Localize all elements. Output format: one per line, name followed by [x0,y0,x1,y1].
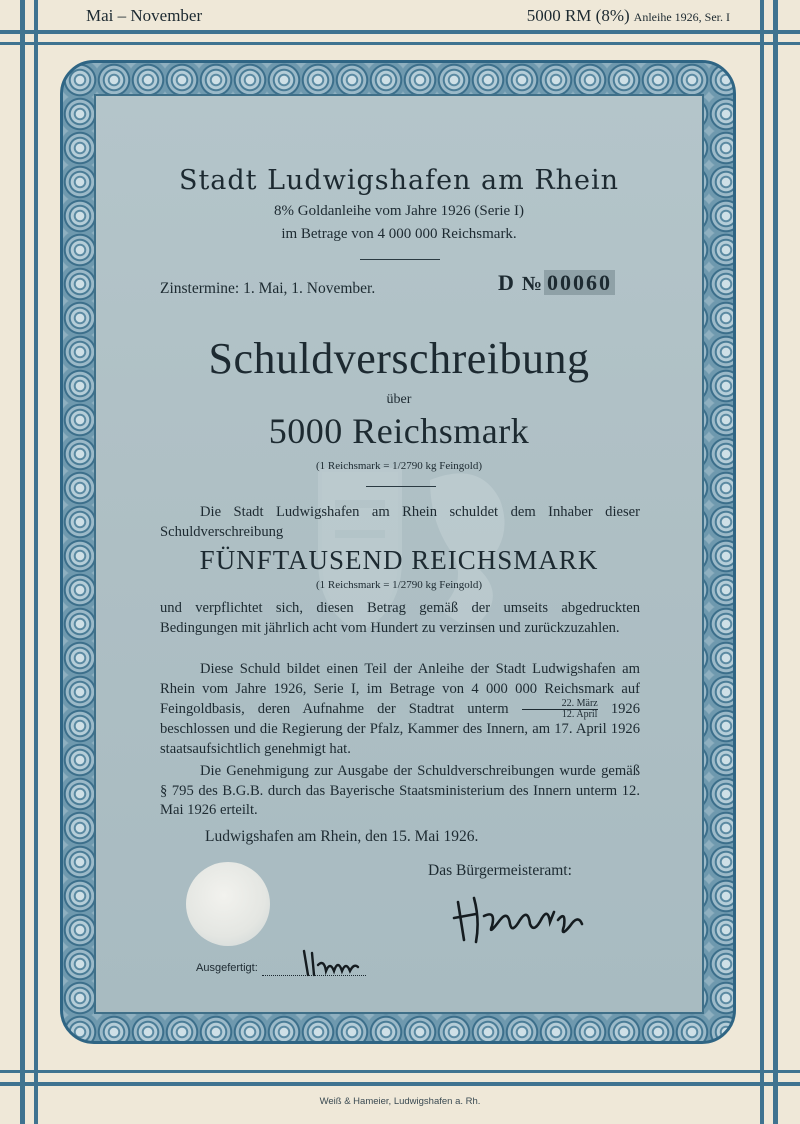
gold-equivalence-2: (1 Reichsmark = 1/2790 kg Feingold) [316,579,482,591]
certificate-number: 00060 [544,270,615,295]
paragraph-loan-part-b: 1926 beschlossen und die Regierung der Pfalz, Kammer des Innern, am 17. April 1926 staatsaufsichtlich genehmigt hat. [160,701,640,757]
divider [366,486,436,487]
header-amount: 5000 RM (8%) [526,6,630,25]
header-series: Anleihe 1926, Ser. I [633,10,730,24]
frame-line-right-inner [760,0,764,1124]
loan-total: im Betrage von 4 000 000 Reichsmark. [281,226,517,242]
frame-line-top-inner [0,42,800,45]
council-dates [522,699,598,720]
paragraph-debt: Die Stadt Ludwigshafen am Rhein schuldet dem Inhaber dieser Schuldverschreibung [160,504,640,540]
loan-description: 8% Goldanleihe vom Jahre 1926 (Serie I) [274,203,524,219]
face-value: 5000 Reichsmark [268,411,530,451]
header-denomination [527,6,730,26]
interest-dates: Zinstermine: 1. Mai, 1. November. [160,280,376,297]
printer-imprint: Weiß & Hameier, Ludwigshafen a. Rh. [319,1096,481,1107]
issuing-authority: Das Bürgermeisteramt: [428,862,572,879]
amount-in-words: FÜNFTAUSEND REICHSMARK [199,545,599,575]
gold-equivalence: (1 Reichsmark = 1/2790 kg Feingold) [316,460,482,472]
series-letter: D [498,270,514,295]
number-sign: № [521,273,542,295]
council-date-2: 12. April [561,709,598,721]
mayor-signature-icon [450,890,590,950]
over-label: über [386,392,412,407]
council-date-1: 22. März [522,699,598,710]
issuer-name: Stadt Ludwigshafen am Rhein [178,165,620,196]
place-and-date: Ludwigshafen am Rhein, den 15. Mai 1926. [205,828,479,845]
header [0,6,800,30]
embossed-seal [186,862,270,946]
paragraph-obligation: und verpflichtet sich, diesen Betrag gemäß der umseits abgedruckten Bedingungen mit jährlich acht vom Hundert zu verzinsen und zurückzuzahlen. [160,600,640,636]
frame-line-left-outer [20,0,25,1124]
frame-line-bottom-inner [0,1070,800,1073]
issued-label: Ausgefertigt: [196,962,258,974]
serial-number [498,270,615,296]
paragraph-loan-part [160,660,640,759]
divider [360,259,440,260]
issuer-signature-icon [300,945,360,979]
paragraph-approval: Die Genehmigung zur Ausgabe der Schuldverschreibungen wurde gemäß § 795 des B.G.B. durch das Bayerische Staatsministerium des Innern unterm 12. Mai 1926 erteilt. [160,763,640,819]
paragraph-loan-part-a: Diese Schuld bildet einen Teil der Anleihe der Stadt Ludwigshafen am Rhein vom Jahre 1926, Serie I, im Betrage von 4 000 000 Reichsmark auf Feingoldbasis, deren Aufnahme der Stadtrat unterm [160,661,640,718]
coupon-period: Mai – November [86,6,203,25]
frame-line-bottom-outer [0,1082,800,1086]
document-title: Schuldverschreibung [208,334,590,383]
frame-line-left-inner [34,0,38,1124]
frame-line-right-outer [773,0,778,1124]
frame-line-top-outer [0,30,800,34]
